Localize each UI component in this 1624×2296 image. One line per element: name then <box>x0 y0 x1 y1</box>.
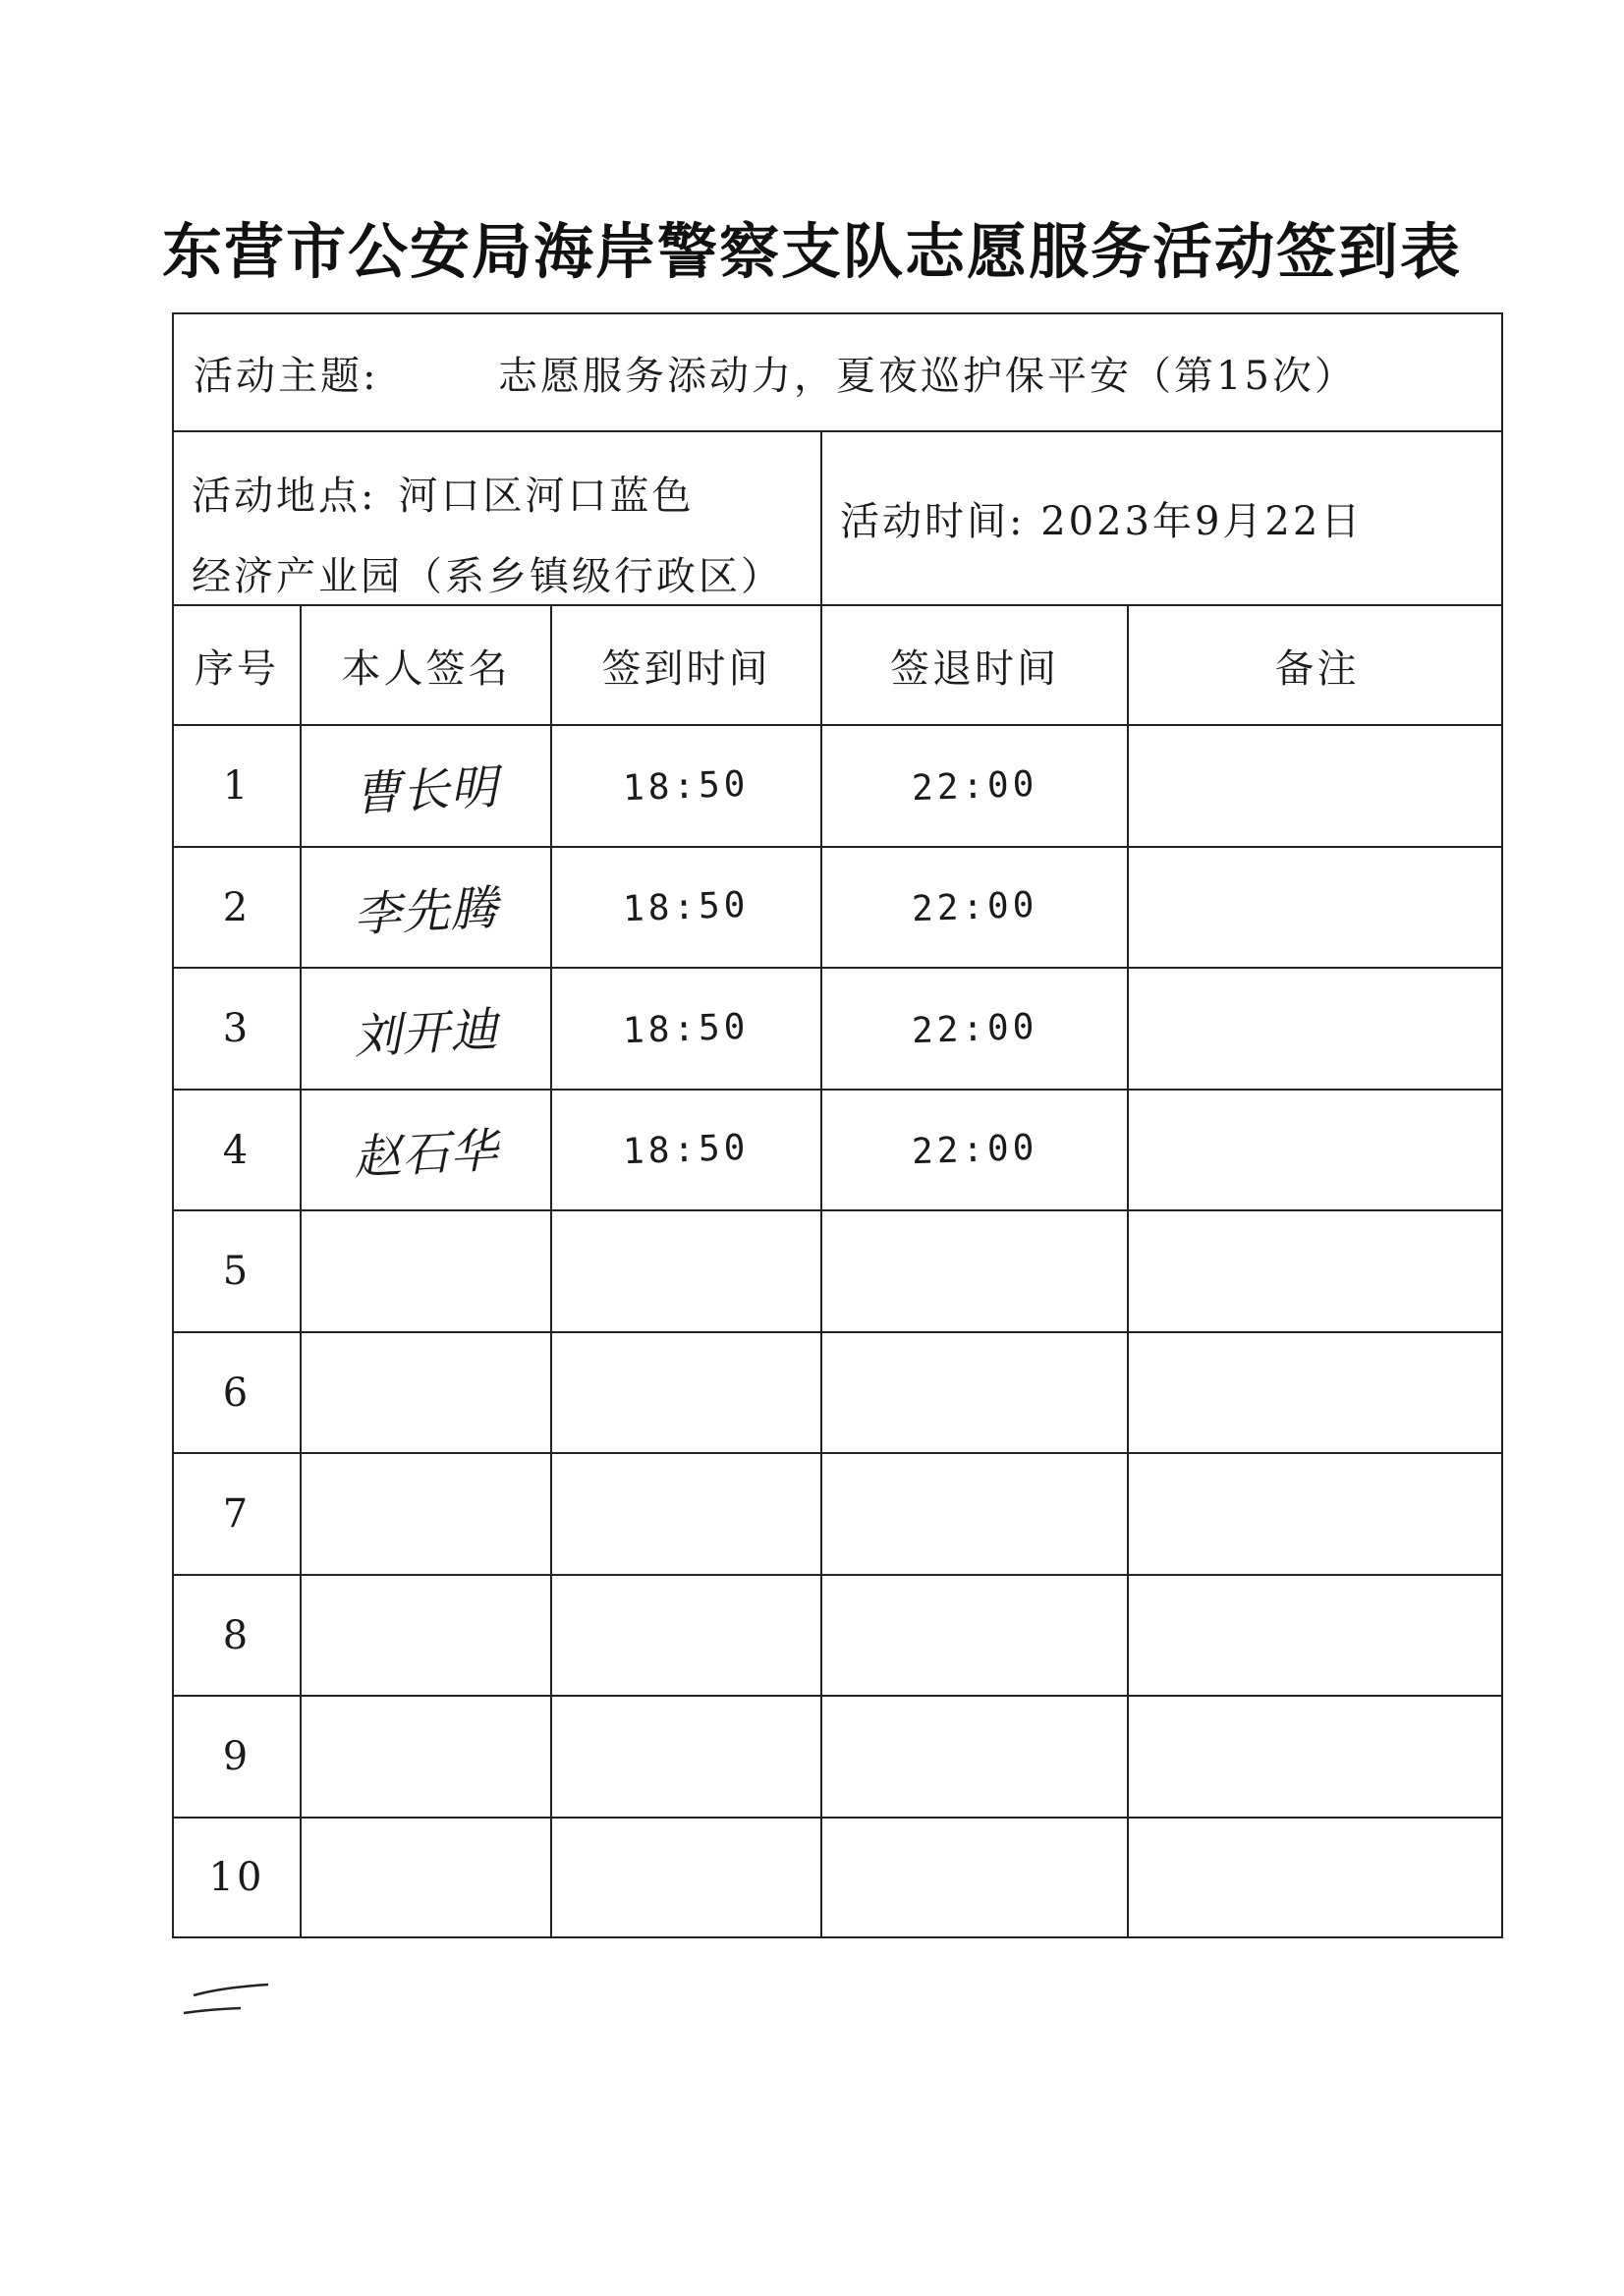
table-row <box>174 1211 1501 1333</box>
row-no: 3 <box>222 1006 252 1051</box>
checkin-cell <box>550 1576 820 1695</box>
signature-cell <box>300 1819 550 1936</box>
location-time-row <box>174 432 1501 606</box>
table-row <box>174 1454 1501 1576</box>
table-row <box>174 848 1501 969</box>
remark-cell <box>1127 1576 1505 1695</box>
row-no: 2 <box>222 884 252 930</box>
remark-cell <box>1127 1211 1505 1331</box>
signature-cell <box>300 1454 550 1574</box>
checkin-cell <box>550 1091 820 1209</box>
row-no: 6 <box>222 1370 252 1416</box>
checkout-cell <box>820 726 1127 846</box>
checkin-time: 18:50 <box>622 763 751 809</box>
table-row <box>174 1697 1501 1819</box>
remark-cell <box>1127 848 1505 967</box>
checkout-cell <box>820 1333 1127 1452</box>
header-checkout: 签退时间 <box>820 606 1127 724</box>
header-no: 序号 <box>195 645 279 692</box>
checkin-time: 18:50 <box>622 1006 751 1051</box>
table-row <box>174 1091 1501 1211</box>
row-no: 10 <box>208 1855 265 1900</box>
row-no: 5 <box>222 1249 252 1294</box>
remark-cell <box>1127 1333 1505 1452</box>
activity-time: 活动时间: 2023年9月22日 <box>840 499 1364 544</box>
checkin-cell <box>550 1211 820 1331</box>
checkout-cell <box>820 1576 1127 1695</box>
theme-row <box>174 314 1501 432</box>
header-checkin: 签到时间 <box>550 606 820 724</box>
checkout-cell <box>820 1211 1127 1331</box>
signature-cell <box>300 1697 550 1817</box>
table-row <box>174 1819 1501 1936</box>
header-row <box>174 606 1501 726</box>
header-name: 本人签名 <box>300 606 550 724</box>
signature: 刘开迪 <box>352 1001 500 1065</box>
signature-cell <box>300 1333 550 1452</box>
checkout-time: 22:00 <box>911 884 1038 930</box>
checkin-cell <box>550 1454 820 1574</box>
checkin-cell <box>550 1697 820 1817</box>
signature-cell <box>300 848 550 967</box>
location-label: 活动地点: <box>192 474 377 519</box>
checkin-cell <box>550 969 820 1089</box>
signin-table <box>172 312 1503 1938</box>
checkout-time: 22:00 <box>911 1006 1038 1051</box>
signature-cell <box>300 969 550 1089</box>
signature-cell <box>300 1211 550 1331</box>
checkout-cell <box>820 969 1127 1089</box>
checkin-cell <box>550 726 820 846</box>
checkin-cell <box>550 1333 820 1452</box>
checkin-cell <box>550 1819 820 1936</box>
checkin-time: 18:50 <box>622 884 751 930</box>
checkout-cell <box>820 848 1127 967</box>
theme-value: 志愿服务添动力，夏夜巡护保平安（第15次） <box>498 353 1357 399</box>
table-row <box>174 1576 1501 1697</box>
table-row <box>174 726 1501 848</box>
location-line1: 河口区河口蓝色 <box>398 474 695 519</box>
remark-cell <box>1127 969 1505 1089</box>
remark-cell <box>1127 1454 1505 1574</box>
checkin-time: 18:50 <box>622 1127 751 1173</box>
remark-cell <box>1127 1819 1505 1936</box>
theme-label: 活动主题: <box>194 353 379 399</box>
row-no: 8 <box>222 1612 252 1658</box>
checkout-cell <box>820 1819 1127 1936</box>
page-title: 东营市公安局海岸警察支队志愿服务活动签到表 <box>161 217 1462 287</box>
table-row <box>174 969 1501 1091</box>
checkout-cell <box>820 1091 1127 1209</box>
checkout-time: 22:00 <box>911 1127 1038 1173</box>
signature-cell <box>300 726 550 846</box>
signature: 曹长明 <box>352 758 500 822</box>
location-line2: 经济产业园（系乡镇级行政区） <box>192 554 783 599</box>
checkin-cell <box>550 848 820 967</box>
row-no: 7 <box>222 1491 252 1537</box>
pen-stroke-mark <box>182 1980 275 2019</box>
row-no: 9 <box>222 1734 252 1779</box>
checkout-time: 22:00 <box>911 763 1038 809</box>
row-no: 1 <box>222 763 252 809</box>
remark-cell <box>1127 726 1505 846</box>
checkout-cell <box>820 1697 1127 1817</box>
header-remark: 备注 <box>1127 606 1505 724</box>
signature-cell <box>300 1576 550 1695</box>
remark-cell <box>1127 1091 1505 1209</box>
signature: 李先腾 <box>352 880 500 943</box>
checkout-cell <box>820 1454 1127 1574</box>
signature-cell <box>300 1091 550 1209</box>
location-cell <box>192 432 820 604</box>
remark-cell <box>1127 1697 1505 1817</box>
time-cell <box>820 432 1505 604</box>
table-row <box>174 1333 1501 1454</box>
signature: 赵石华 <box>352 1123 500 1186</box>
row-no: 4 <box>222 1127 252 1173</box>
